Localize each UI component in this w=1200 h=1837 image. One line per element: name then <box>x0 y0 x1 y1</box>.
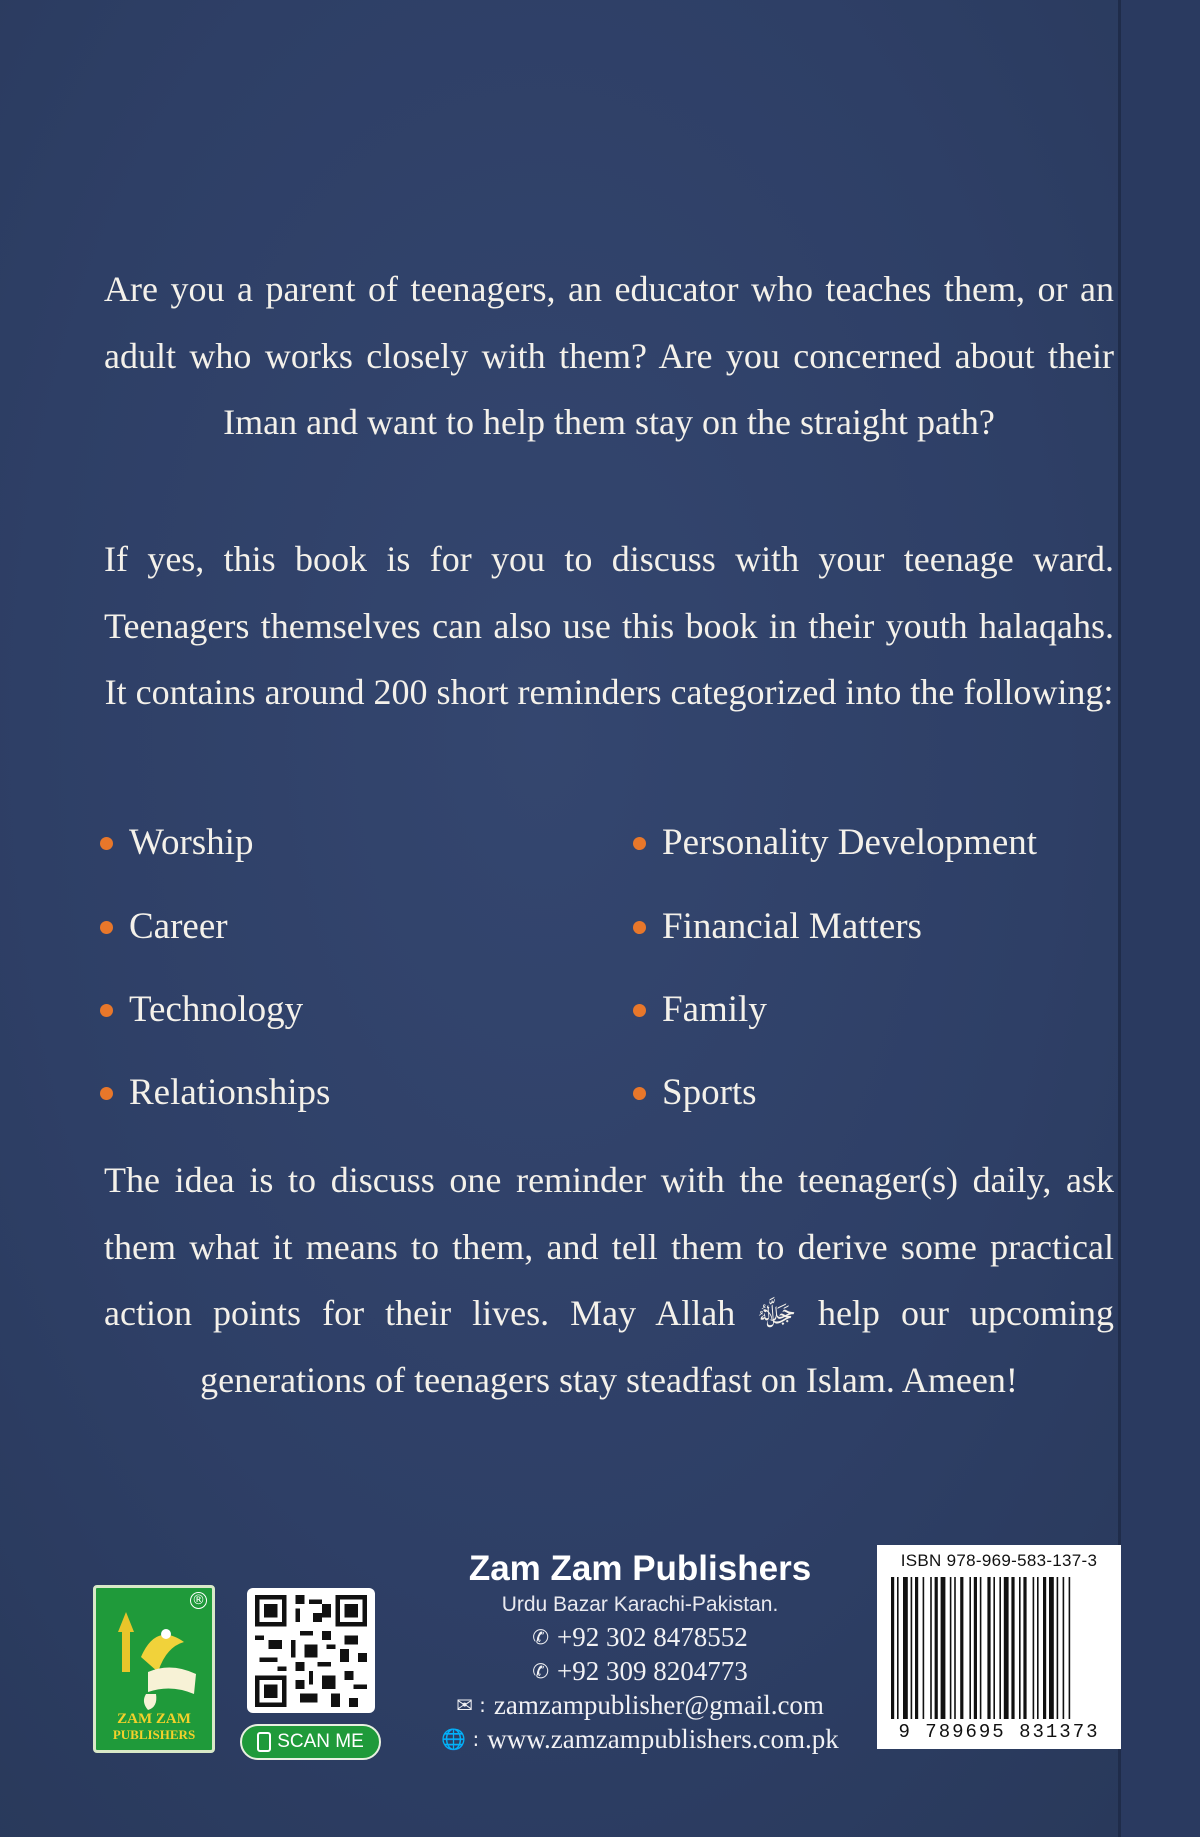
barcode-bar <box>891 1577 894 1719</box>
topic-item <box>100 818 253 868</box>
barcode-bar <box>1069 1577 1071 1719</box>
registered-mark: ® <box>192 1593 205 1608</box>
scan-me-label: SCAN ME <box>277 1731 364 1752</box>
barcode-bar <box>993 1577 995 1719</box>
email-address[interactable]: zamzampublisher@gmail.com <box>493 1690 824 1720</box>
bullet-icon <box>100 921 113 934</box>
publisher-logo <box>93 1585 215 1753</box>
publisher-address: Urdu Bazar Karachi-Pakistan. <box>501 1593 779 1616</box>
phone-line-1 <box>400 1620 880 1654</box>
barcode-bar <box>1063 1577 1065 1719</box>
envelope-icon: ✉ : <box>456 1693 486 1717</box>
topic-label: Technology <box>129 989 304 1030</box>
barcode-bar <box>999 1577 1001 1719</box>
phone-whatsapp-icon: ✆ <box>532 1659 550 1683</box>
barcode-bar <box>1011 1577 1014 1719</box>
bullet-icon <box>100 1087 113 1100</box>
barcode-bar <box>1033 1577 1035 1719</box>
topic-label: Financial Matters <box>662 906 922 947</box>
barcode-bar <box>969 1577 971 1719</box>
barcode-bar <box>1043 1577 1046 1719</box>
barcode-bar <box>911 1577 913 1719</box>
intro-paragraph: Are you a parent of teenagers, an educator who teaches them, or an adult who works closely with them? Are you concerned about their Iman and want to help them stay on the straight path? <box>104 269 1114 442</box>
phone-whatsapp-icon: ✆ <box>532 1625 550 1649</box>
email-line <box>400 1688 880 1722</box>
website-url[interactable]: www.zamzampublishers.com.pk <box>487 1724 839 1754</box>
isbn-barcode <box>877 1545 1121 1749</box>
topic-item <box>100 902 228 952</box>
barcode-bar <box>1023 1577 1026 1719</box>
topic-item <box>100 1068 330 1118</box>
scan-me-badge[interactable] <box>240 1724 381 1760</box>
bullet-icon <box>633 837 646 850</box>
topic-item <box>100 985 303 1035</box>
barcode-bar <box>960 1577 963 1719</box>
barcode-bar <box>941 1577 946 1719</box>
globe-icon: 🌐 : <box>441 1727 480 1751</box>
closing-paragraph: The idea is to discuss one reminder with the teenager(s) daily, ask them what it means to them, and tell them to derive some practical action points for their lives. May Allah ﷻ help our upcoming generations of teenagers stay steadfast on Islam. Ameen! <box>104 1160 1114 1400</box>
topic-label: Sports <box>662 1072 757 1113</box>
barcode-bar <box>897 1577 899 1719</box>
topic-label: Relationships <box>129 1072 331 1113</box>
phone-number-1[interactable]: +92 302 8478552 <box>557 1622 748 1652</box>
bullet-icon <box>100 837 113 850</box>
logo-text-line2: PUBLISHERS <box>112 1727 196 1742</box>
logo-text <box>96 1712 212 1742</box>
publisher-name: Zam Zam Publishers <box>468 1549 812 1588</box>
topic-item <box>633 1068 757 1118</box>
barcode-bar <box>930 1577 932 1719</box>
barcode-bar <box>980 1577 982 1719</box>
qr-pattern-icon <box>255 1595 367 1707</box>
barcode-icon <box>891 1577 1107 1719</box>
topic-list <box>100 818 1110 1118</box>
smartphone-icon <box>257 1732 271 1752</box>
topic-item <box>633 902 922 952</box>
purpose-paragraph: If yes, this book is for you to discuss with your teenage ward. Teenagers themselves can also use this book in their youth halaqahs. It contains around 200 short reminders categorized into the following: <box>104 539 1114 712</box>
barcode-bar <box>974 1577 977 1719</box>
barcode-bar <box>915 1577 918 1719</box>
qr-code[interactable] <box>247 1588 375 1713</box>
barcode-bar <box>1057 1577 1059 1719</box>
bullet-icon <box>633 1087 646 1100</box>
logo-text-line1: ZAM ZAM <box>117 1711 191 1727</box>
barcode-bar <box>1049 1577 1054 1719</box>
barcode-bar <box>1004 1577 1009 1719</box>
zamzam-emblem-icon <box>96 1602 212 1717</box>
barcode-bar <box>950 1577 952 1719</box>
barcode-bar <box>954 1577 956 1719</box>
topic-label: Worship <box>129 822 254 863</box>
isbn-digits: 9 789695 831373 <box>898 1721 1100 1743</box>
barcode-bar <box>987 1577 990 1719</box>
barcode-bar <box>923 1577 925 1719</box>
topic-label: Personality Development <box>662 822 1038 863</box>
bullet-icon <box>633 921 646 934</box>
barcode-bar <box>935 1577 938 1719</box>
topic-label: Career <box>129 906 228 947</box>
website-line <box>400 1722 880 1756</box>
topic-label: Family <box>662 989 767 1030</box>
phone-line-2 <box>400 1654 880 1688</box>
phone-number-2[interactable]: +92 309 8204773 <box>557 1656 748 1686</box>
spine-edge <box>1118 0 1200 1837</box>
bullet-icon <box>100 1004 113 1017</box>
barcode-bar <box>1037 1577 1039 1719</box>
bullet-icon <box>633 1004 646 1017</box>
barcode-bar <box>903 1577 908 1719</box>
isbn-label: ISBN 978-969-583-137-3 <box>900 1551 1098 1570</box>
barcode-bar <box>1019 1577 1021 1719</box>
topic-item <box>633 818 1037 868</box>
topic-item <box>633 985 767 1035</box>
publisher-info <box>400 1548 880 1756</box>
